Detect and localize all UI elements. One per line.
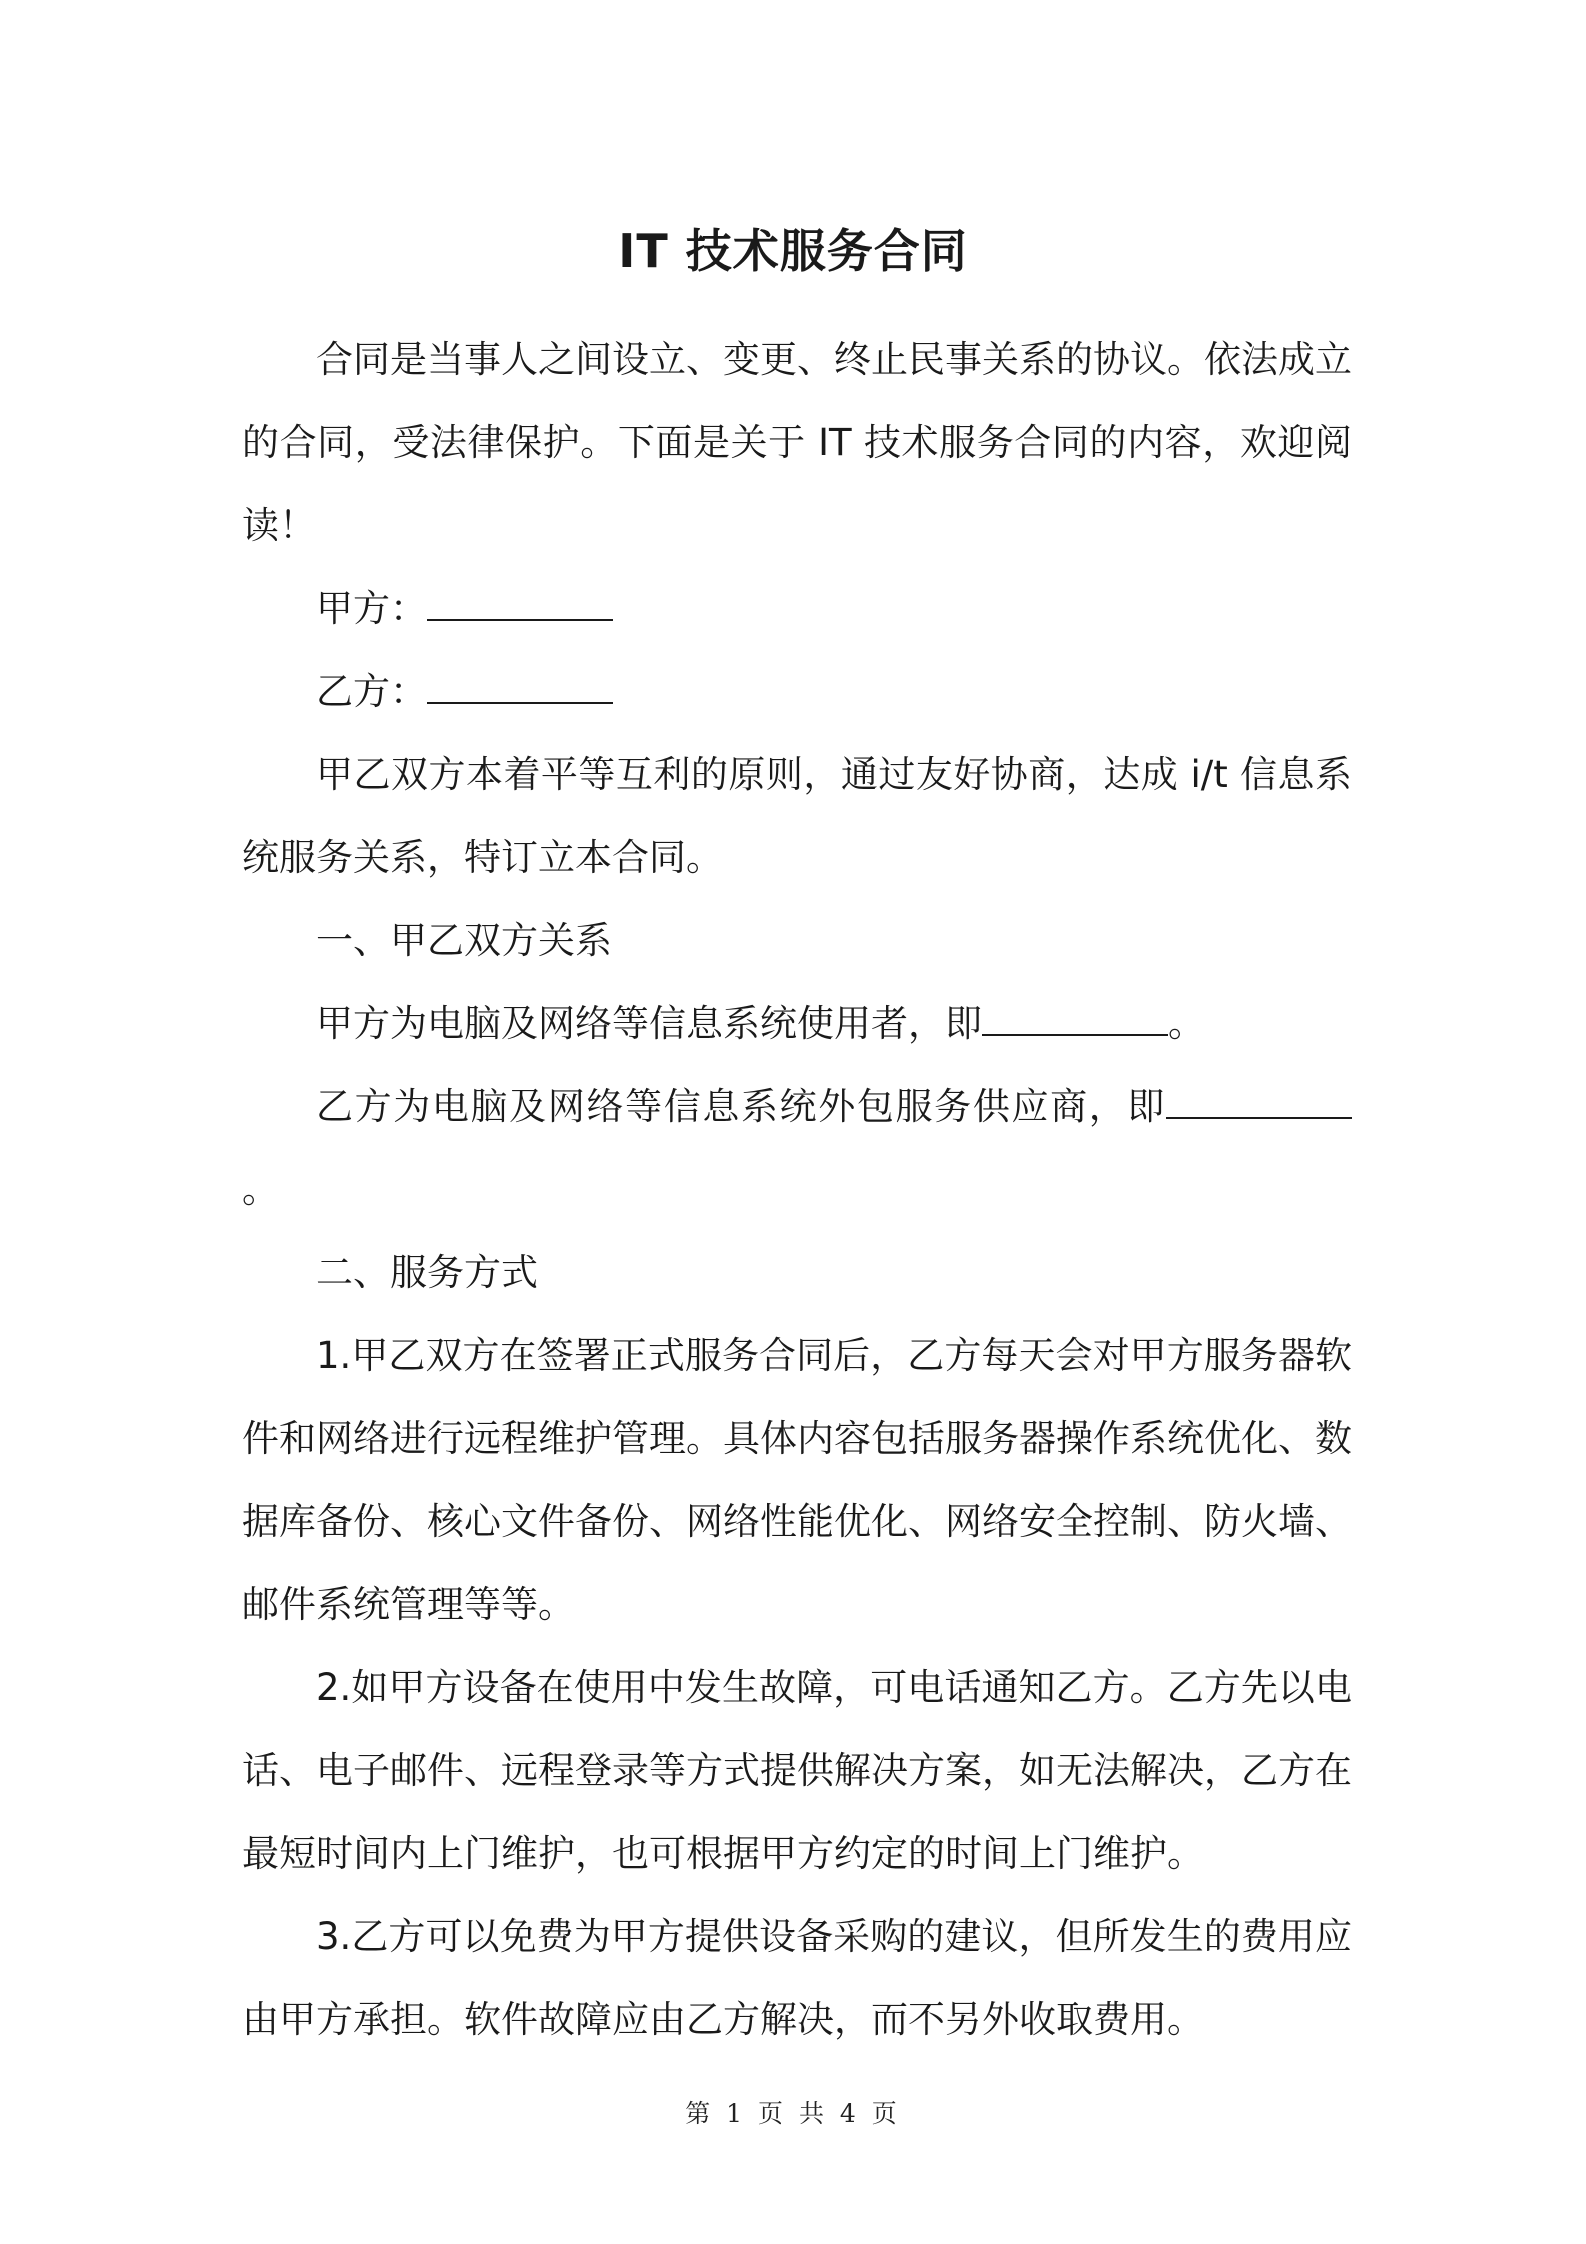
section1-party-b-period: 。 bbox=[242, 1168, 279, 1211]
section1-party-b-text: 乙方为电脑及网络等信息系统外包服务供应商，即 bbox=[316, 1085, 1166, 1128]
party-b-line bbox=[242, 650, 1352, 733]
section2-heading: 二、服务方式 bbox=[316, 1251, 538, 1294]
party-a-label: 甲方： bbox=[316, 587, 427, 630]
clause-1: 1.甲乙双方在签署正式服务合同后，乙方每天会对甲方服务器软件和网络进行远程维护管理。具体内容包括服务器操作系统优化、数据库备份、核心文件备份、网络性能优化、网络安全控制、防火墙、邮件系统管理等等。 bbox=[242, 1334, 1352, 1626]
section1-party-a-period: 。 bbox=[1168, 1002, 1205, 1045]
party-a-blank bbox=[427, 589, 613, 621]
clause-2: 2.如甲方设备在使用中发生故障，可电话通知乙方。乙方先以电话、电子邮件、远程登录等方式提供解决方案，如无法解决，乙方在最短时间内上门维护，也可根据甲方约定的时间上门维护。 bbox=[242, 1666, 1352, 1875]
party-b-blank bbox=[427, 672, 613, 704]
section1-party-a bbox=[242, 982, 1352, 1065]
party-a-line bbox=[242, 567, 1352, 650]
section1-party-a-blank bbox=[982, 1004, 1168, 1036]
section1-heading: 一、甲乙双方关系 bbox=[316, 919, 612, 962]
intro-paragraph: 合同是当事人之间设立、变更、终止民事关系的协议。依法成立的合同，受法律保护。下面是关于 IT 技术服务合同的内容，欢迎阅读！ bbox=[242, 338, 1352, 547]
party-b-label: 乙方： bbox=[316, 670, 427, 713]
section1-party-b bbox=[242, 1065, 1352, 1231]
section1-party-b-blank bbox=[1166, 1087, 1352, 1119]
page-footer: 第 1 页 共 4 页 bbox=[685, 2099, 901, 2128]
document-body bbox=[242, 318, 1352, 2061]
clause-3: 3.乙方可以免费为甲方提供设备采购的建议，但所发生的费用应由甲方承担。软件故障应由乙方解决，而不另外收取费用。 bbox=[242, 1915, 1352, 2041]
document-title: IT 技术服务合同 bbox=[618, 224, 968, 278]
preamble-paragraph: 甲乙双方本着平等互利的原则，通过友好协商，达成 i/t 信息系统服务关系，特订立本合同。 bbox=[242, 753, 1352, 879]
section1-party-a-text: 甲方为电脑及网络等信息系统使用者，即 bbox=[316, 1002, 982, 1045]
